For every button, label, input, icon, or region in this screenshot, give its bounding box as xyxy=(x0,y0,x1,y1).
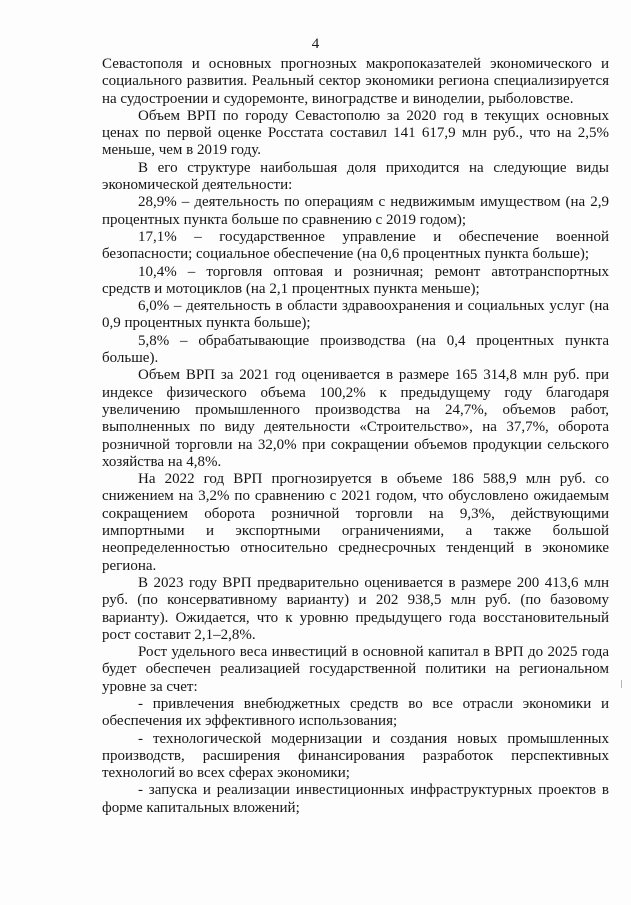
paragraph-share-trade: 10,4% – торговля оптовая и розничная; ремонт автотранспортных средств и мотоциклов (на 2,1 процентных пункта меньше); xyxy=(102,263,609,297)
scan-margin-mark xyxy=(621,680,622,688)
list-item-extrabudgetary: - привлечения внебюджетных средств во все отрасли экономики и обеспечения их эффективного использования; xyxy=(102,695,609,730)
paragraph-share-health: 6,0% – деятельность в области здравоохранения и социальных услуг (на 0,9 процентных пункта больше); xyxy=(102,298,609,332)
paragraph-grp-2020: Объем ВРП по городу Севастополю за 2020 год в текущих основных ценах по первой оценке Росстата составил 141 617,9 млн руб., что на 2,5% меньше, чем в 2019 году. xyxy=(102,107,609,159)
document-body xyxy=(102,56,609,817)
paragraph-continuation: Севастополя и основных прогнозных макропоказателей экономического и социального развития. Реальный сектор экономики региона специализируется на судостроении и судоремонте, виноградстве и виноделии, рыболовстве. xyxy=(102,56,609,107)
list-item-infrastructure: - запуска и реализации инвестиционных инфраструктурных проектов в форме капитальных вложений; xyxy=(102,782,609,816)
list-item-modernization: - технологической модернизации и создания новых промышленных производств, расширения финансирования разработок перспективных технологий во всех сферах экономики; xyxy=(102,730,609,782)
paragraph-grp-2022: На 2022 год ВРП прогнозируется в объеме 186 588,9 млн руб. со снижением на 3,2% по сравнению с 2021 годом, что обусловлено ожидаемым сокращением оборота розничной торговли на 9,3%, действующими импортными и экспортными ограничениями, а также большой неопределенностью относительно среднесрочных тенденций в экономике региона. xyxy=(102,471,609,574)
paragraph-share-manufacturing: 5,8% – обрабатывающие производства (на 0,4 процентных пункта больше). xyxy=(102,332,609,367)
paragraph-share-real-estate: 28,9% – деятельность по операциям с недвижимым имуществом (на 2,9 процентных пункта больше по сравнению с 2019 годом); xyxy=(102,194,609,228)
paragraph-share-public-admin: 17,1% – государственное управление и обеспечение военной безопасности; социальное обеспечение (на 0,6 процентных пункта больше); xyxy=(102,228,609,263)
page-number: 4 xyxy=(311,36,320,52)
paragraph-structure-intro: В его структуре наибольшая доля приходится на следующие виды экономической деятельности: xyxy=(102,159,609,194)
paragraph-investment-growth: Рост удельного веса инвестиций в основной капитал в ВРП до 2025 года будет обеспечен реализацией государственной политики на региональном уровне за счет: xyxy=(102,644,609,695)
paragraph-grp-2021: Объем ВРП за 2021 год оценивается в размере 165 314,8 млн руб. при индексе физического объема 100,2% к предыдущему году благодаря увеличению промышленного производства на 24,7%, объемов работ, выполненных по виду деятельности «Строительство», на 37,7%, оборота розничной торговли на 32,0% при сокращении объемов продукции сельского хозяйства на 4,8%. xyxy=(102,367,609,470)
paragraph-grp-2023: В 2023 году ВРП предварительно оценивается в размере 200 413,6 млн руб. (по консервативному варианту) и 202 938,5 млн руб. (по базовому варианту). Ожидается, что к уровню предыдущего года восстановительный рост составит 2,1–2,8%. xyxy=(102,574,609,643)
